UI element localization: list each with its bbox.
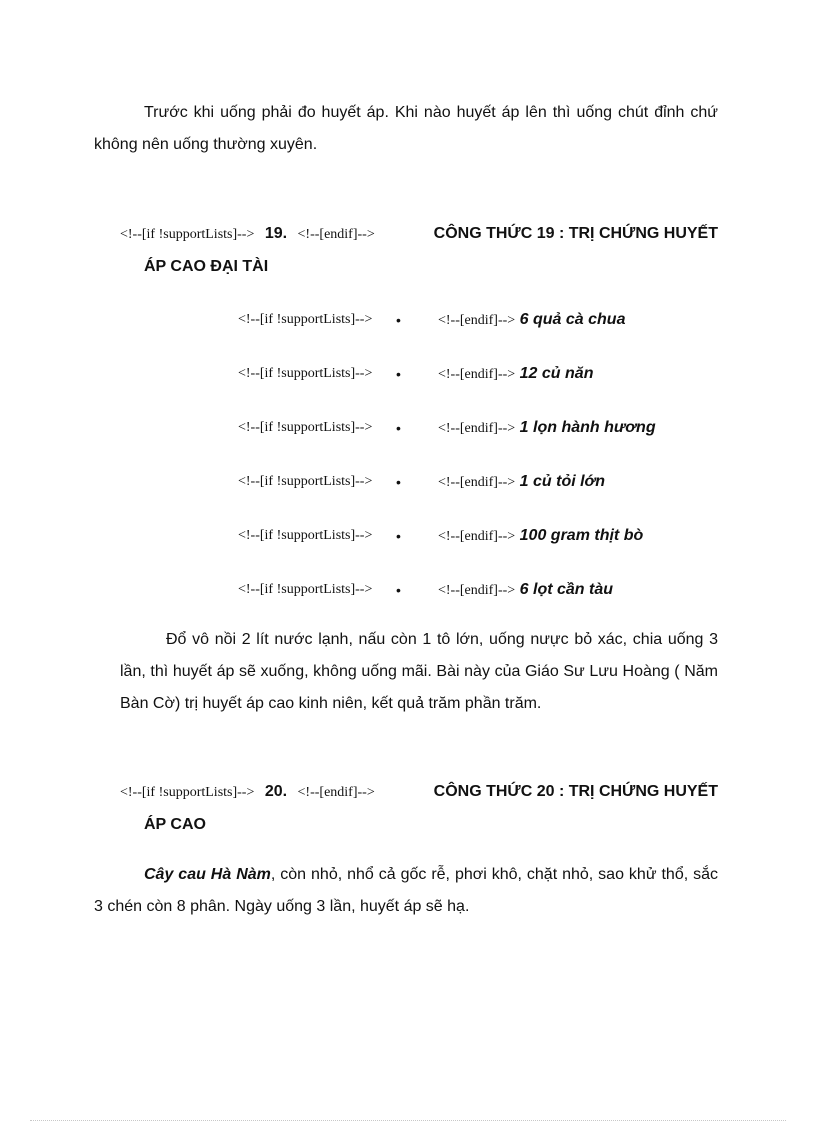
list-tag-close: <!--[endif]--> (438, 313, 516, 328)
highlight-term: Cây cau Hà Nàm (144, 866, 271, 883)
list-tag-open: <!--[if !supportLists]--> (120, 785, 255, 800)
list-tag-open: <!--[if !supportLists]--> (238, 528, 373, 543)
ingredient-text: 1 lọn hành hương (519, 419, 656, 436)
bullet-icon: • (396, 528, 401, 544)
heading-title-line2: ÁP CAO (144, 816, 206, 833)
list-tag-open: <!--[if !supportLists]--> (238, 582, 373, 597)
heading-cong-thuc-20 (120, 776, 718, 841)
list-tag-open: <!--[if !supportLists]--> (238, 366, 373, 381)
list-tag-close: <!--[endif]--> (438, 529, 516, 544)
list-tag-open: <!--[if !supportLists]--> (238, 420, 373, 435)
list-tag-close: <!--[endif]--> (297, 785, 375, 800)
paragraph-intro: Trước khi uống phải đo huyết áp. Khi nào huyết áp lên thì uống chút đỉnh chứ không nên uống thường xuyên. (94, 104, 718, 153)
list-item (0, 522, 816, 550)
ingredient-text: 100 gram thịt bò (519, 527, 644, 544)
list-item (0, 468, 816, 496)
bullet-icon: • (396, 366, 401, 382)
ingredient-text: 1 củ tỏi lớn (519, 473, 606, 490)
heading-number: 19. (264, 225, 288, 242)
paragraph-instructions-19: Đổ vô nồi 2 lít nước lạnh, nấu còn 1 tô lớn, uống nưực bỏ xác, chia uống 3 lần, thì huyết áp sẽ xuống, không uống mãi. Bài này của Giáo Sư Lưu Hoàng ( Năm Bàn Cờ) trị huyết áp cao kinh niên, kết quả trăm phần trăm. (120, 631, 718, 712)
page-bottom-divider (30, 1120, 786, 1121)
heading-cong-thuc-19 (120, 218, 718, 283)
list-tag-close: <!--[endif]--> (297, 227, 375, 242)
list-tag-close: <!--[endif]--> (438, 583, 516, 598)
ingredient-text: 6 lọt cần tàu (519, 581, 614, 598)
ingredient-text: 6 quả cà chua (519, 311, 626, 328)
paragraph-text: , còn nhỏ, nhổ cả gốc rễ, phơi khô, chặt nhỏ, sao khử thổ, sắc 3 chén còn 8 phân. Ngày uống 3 lần, huyết áp sẽ hạ. (94, 866, 719, 915)
bullet-icon: • (396, 312, 401, 328)
heading-title-line1: CÔNG THỨC 19 : TRỊ CHỨNG HUYẾT (433, 225, 718, 242)
list-item (0, 360, 816, 388)
heading-title-line2: ÁP CAO ĐẠI TÀI (144, 258, 269, 275)
heading-number: 20. (264, 783, 288, 800)
bullet-icon: • (396, 582, 401, 598)
list-item (0, 576, 816, 604)
list-tag-open: <!--[if !supportLists]--> (238, 474, 373, 489)
list-item (0, 306, 816, 334)
paragraph-cay-cau (94, 859, 718, 923)
bullet-icon: • (396, 420, 401, 436)
list-item (0, 414, 816, 442)
ingredient-text: 12 củ năn (519, 365, 594, 382)
bullet-icon: • (396, 474, 401, 490)
heading-title-line1: CÔNG THỨC 20 : TRỊ CHỨNG HUYẾT (433, 783, 718, 800)
list-tag-open: <!--[if !supportLists]--> (120, 227, 255, 242)
list-tag-close: <!--[endif]--> (438, 367, 516, 382)
list-tag-close: <!--[endif]--> (438, 421, 516, 436)
list-tag-close: <!--[endif]--> (438, 475, 516, 490)
list-tag-open: <!--[if !supportLists]--> (238, 312, 373, 327)
